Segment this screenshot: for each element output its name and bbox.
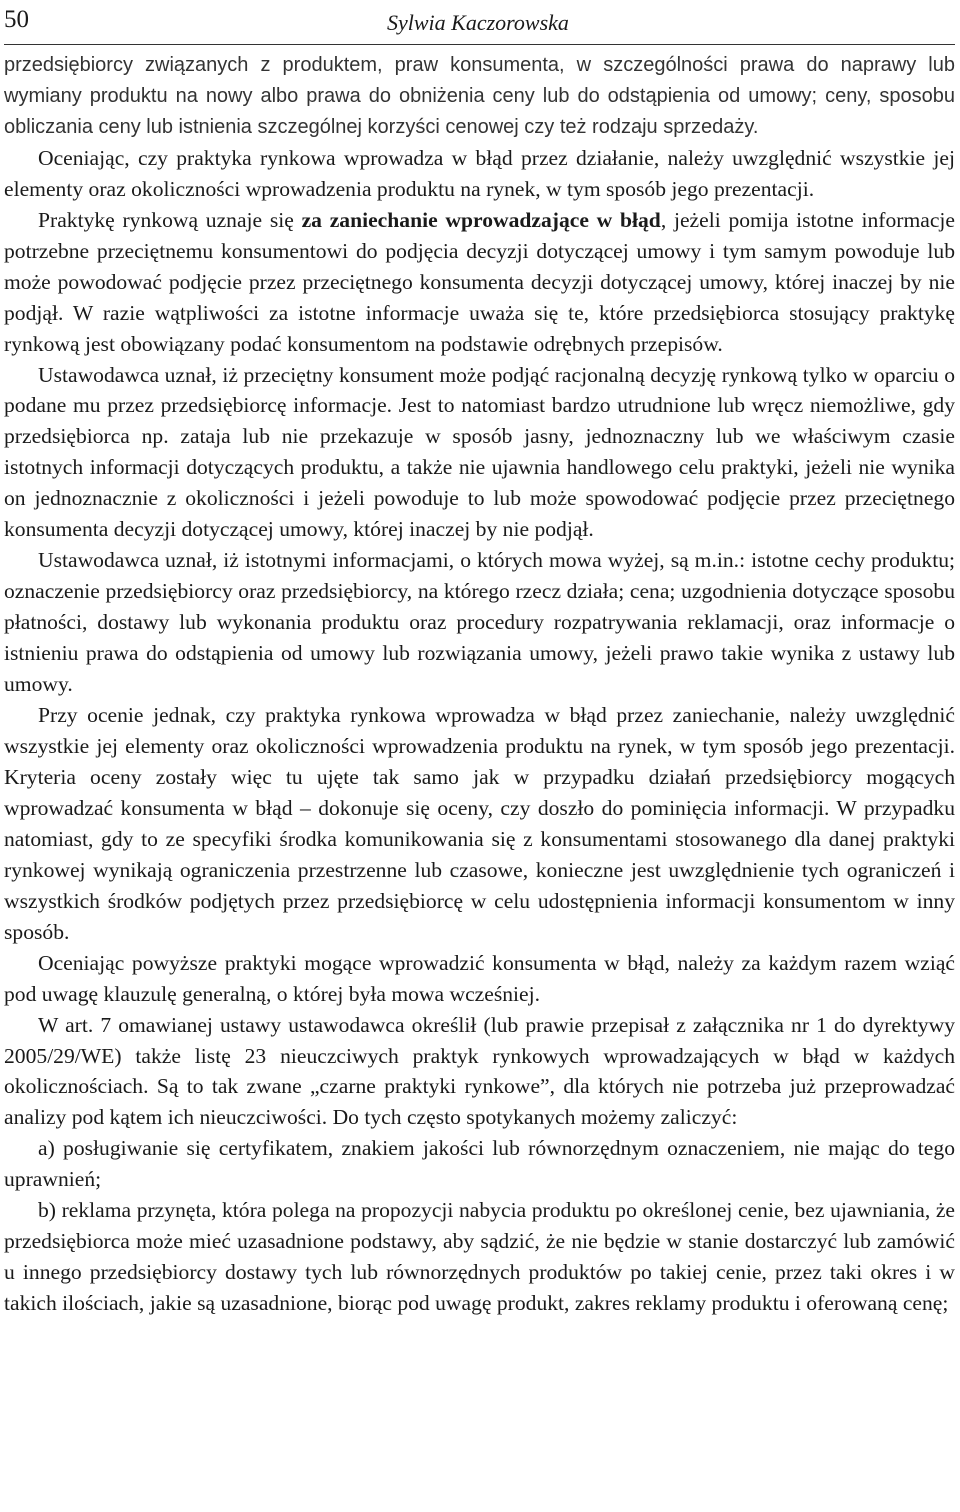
page-number: 50 <box>4 6 29 33</box>
page-header <box>4 2 960 38</box>
paragraph: Ustawodawca uznał, iż przeciętny konsument może podjąć racjonalną decyzję rynkową tylko w oparciu o podane mu przez przedsiębiorcę informacje. Jest to natomiast bardzo utrudnione lub wręcz niemożliwe, gdy przedsiębiorca np. zataja lub nie przekazuje w sposób jasny, jednoznaczny lub we właściwym czasie istotnych informacji dotyczących produktu, a także nie ujawnia handlowego celu praktyki, jeżeli nie wynika on jednoznacznie z okoliczności i jeżeli powoduje to lub może spowodować podjęcie przez przeciętnego konsumenta decyzji dotyczącej umowy, której inaczej by nie podjął. <box>4 362 955 542</box>
emphasized-term: za zaniechanie wprowadzające w błąd <box>301 207 661 232</box>
paragraph: Przy ocenie jednak, czy praktyka rynkowa wprowadza w błąd przez zaniechanie, należy uwzględnić wszystkie jej elementy oraz okoliczności wprowadzenia produktu na rynek, w tym sposób jego prezentacji. Kryteria oceny zostały więc tu ujęte tak samo jak w przypadku działań przedsiębiorcy mogących wprowadzać konsumenta w błąd – dokonuje się oceny, czy doszło do pominięcia informacji. W przypadku natomiast, gdy to ze specyfiki środka komunikowania się z konsumentami stosowanego dla danej praktyki rynkowej wynikają ograniczenia przestrzenne lub czasowe, konieczne jest uwzględnienie tych ograniczeń i wszystkich środków podjętych przez przedsiębiorcę w celu udostępnienia informacji konsumentom w inny sposób. <box>4 703 955 944</box>
paragraph: Oceniając, czy praktyka rynkowa wprowadza w błąd przez działanie, należy uwzględnić wszystkie jej elementy oraz okoliczności wprowadzenia produktu na rynek, w tym sposób jego prezentacji. <box>4 145 955 201</box>
list-item: b) reklama przynęta, która polega na propozycji nabycia produktu po określonej cenie, bez ujawniania, że przedsiębiorca może mieć uzasadnione podstawy, aby sądzić, że nie będzie w stanie dostarczyć lub zamówić u innego przedsiębiorcy dostawy tych lub równorzędnych produktów po takiej cenie, przez taki okres i w takich ilościach, jakie są uzasadnione, biorąc pod uwagę produkt, zakres reklamy produktu i oferowaną cenę; <box>4 1198 955 1316</box>
list-item: a) posługiwanie się certyfikatem, znakiem jakości lub równorzędnym oznaczeniem, nie mając do tego uprawnień; <box>4 1136 955 1192</box>
body-text <box>4 50 955 1319</box>
paragraph: Oceniając powyższe praktyki mogące wprowadzić konsumenta w błąd, należy za każdym razem wziąć pod uwagę klauzulę generalną, o której była mowa wcześniej. <box>4 950 955 1006</box>
paragraph: Ustawodawca uznał, iż istotnymi informacjami, o których mowa wyżej, są m.in.: istotne cechy produktu; oznaczenie przedsiębiorcy oraz przedsiębiorcy, na którego rzecz działa; cena; uzgodnienia dotyczące sposobu płatności, dostawy lub wykonania produktu oraz procedury rozpatrywania reklamacji, oraz informacje o istnieniu prawa do odstąpienia od umowy lub rozwiązania umowy, jeżeli prawo takie wynika z ustawy lub umowy. <box>4 548 955 697</box>
paragraph: W art. 7 omawianej ustawy ustawodawca określił (lub prawie przepisał z załącznika nr 1 do dyrektywy 2005/29/WE) także listę 23 nieuczciwych praktyk rynkowych wprowadzających w błąd w każdych okolicznościach. Są to tak zwane „czarne praktyki rynkowe”, dla których nie potrzeba już przeprowadzać analizy pod kątem ich nieuczciwości. Do tych często spotykanych możemy zaliczyć: <box>4 1012 955 1130</box>
paragraph-continuation: przedsiębiorcy związanych z produktem, praw konsumenta, w szczególności prawa do naprawy lub wymiany produktu na nowy albo prawa do obniżenia ceny lub do odstąpienia od umowy; ceny, sposobu obliczania ceny lub istnienia szczególnej korzyści cenowej czy też rodzaju sprzedaży. <box>4 54 955 138</box>
paragraph <box>4 205 955 360</box>
header-rule <box>4 44 955 45</box>
running-head-author: Sylwia Kaczorowska <box>387 10 569 35</box>
paragraph-text: Praktykę rynkową uznaje się <box>38 207 302 232</box>
paragraph-text: , jeżeli pomija istotne informacje potrzebne przeciętnemu konsumentowi do podjęcia decyzji dotyczącej umowy i tym samym powoduje lub może powodować podjęcie przez przeciętnego konsumenta decyzji dotyczącej umowy, której inaczej by nie podjął. W razie wątpliwości za istotne informacje uważa się te, które przedsiębiorca stosujący praktykę rynkową jest obowiązany podać konsumentom na podstawie odrębnych przepisów. <box>4 207 955 356</box>
